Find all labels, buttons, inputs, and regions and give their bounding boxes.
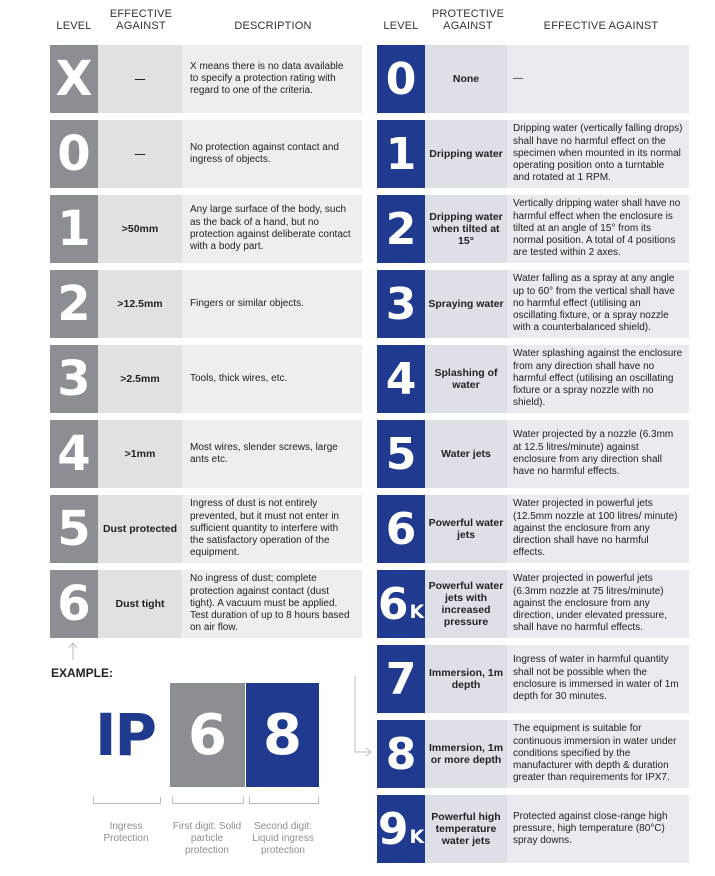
level-digit: 2 bbox=[57, 276, 91, 332]
effective-against-cell bbox=[507, 795, 689, 863]
description-cell bbox=[182, 420, 362, 488]
level-badge bbox=[50, 120, 98, 188]
level-badge bbox=[377, 345, 425, 413]
protective-against-text: Immersion, 1m or more depth bbox=[428, 742, 504, 766]
effective-against-cell bbox=[98, 345, 182, 413]
description-text: Tools, thick wires, etc. bbox=[190, 372, 288, 384]
effective-against-text: >12.5mm bbox=[117, 298, 163, 310]
level-digit: 0 bbox=[385, 53, 417, 105]
left-level-header: LEVEL bbox=[56, 20, 92, 32]
right-row-level-1 bbox=[377, 120, 689, 188]
right-row-level-7 bbox=[377, 645, 689, 713]
level-badge bbox=[377, 120, 425, 188]
effective-against-text: Dust tight bbox=[115, 598, 165, 610]
level-badge bbox=[50, 570, 98, 638]
right-row-level-5 bbox=[377, 420, 689, 488]
effective-against-text: >1mm bbox=[124, 448, 156, 460]
level-badge bbox=[377, 420, 425, 488]
right-row-level-6 bbox=[377, 495, 689, 563]
protective-against-text: None bbox=[452, 73, 480, 85]
protective-against-text: Water jets bbox=[441, 448, 491, 460]
protective-against-cell bbox=[425, 345, 507, 413]
protective-against-cell bbox=[425, 495, 507, 563]
effective-against-text: Water falling as a spray at any angle up to 60° from the vertical shall have no harmful effect (utilising an oscillating fixture, or a spray nozzle with a counterbalanced shield). bbox=[513, 273, 675, 334]
right-row-level-6k bbox=[377, 570, 689, 638]
effective-against-text: Dripping water (vertically falling drops) shall have no harmful effect on the specimen when mounted in its normal operating position onto a turntable and rotated at 1 RPM. bbox=[513, 123, 683, 184]
effective-against-cell bbox=[507, 195, 689, 263]
description-text: No ingress of dust; complete protection against contact (dust tight). A vacuum must be applied. Test duration of up to 8 hours based on air flow. bbox=[190, 573, 350, 634]
level-digit: 2 bbox=[385, 203, 417, 255]
effective-against-text: Water splashing against the enclosure from any direction shall have no harmful effect (utilising an oscillating fixture or a spray nozzle with no shield). bbox=[513, 348, 683, 409]
protective-against-cell bbox=[425, 570, 507, 638]
level-digit: 6 bbox=[385, 503, 417, 555]
effective-against-cell bbox=[98, 420, 182, 488]
level-badge bbox=[377, 270, 425, 338]
level-badge bbox=[50, 345, 98, 413]
effective-against-text: — bbox=[134, 148, 146, 160]
protective-against-cell bbox=[425, 120, 507, 188]
level-badge bbox=[377, 45, 425, 113]
right-protective-header: PROTECTIVE AGAINST bbox=[431, 8, 505, 32]
level-digit: 3 bbox=[57, 351, 91, 407]
description-text: Fingers or similar objects. bbox=[190, 297, 304, 309]
level-suffix: K bbox=[409, 826, 425, 848]
connector-arrow-head-2 bbox=[366, 748, 371, 756]
second-digit-box: 8 bbox=[246, 683, 319, 787]
protective-against-text: Dripping water bbox=[429, 148, 503, 160]
effective-against-cell bbox=[507, 720, 689, 788]
protective-against-cell bbox=[425, 270, 507, 338]
level-badge bbox=[50, 270, 98, 338]
connector-second-digit bbox=[355, 676, 370, 752]
effective-against-cell bbox=[507, 645, 689, 713]
left-row-level-3 bbox=[50, 345, 362, 413]
level-badge bbox=[50, 420, 98, 488]
level-digit: X bbox=[55, 51, 93, 107]
level-digit: 3 bbox=[385, 278, 417, 330]
level-digit: 6 bbox=[377, 578, 409, 630]
level-digit: 9 bbox=[377, 803, 409, 855]
protective-against-cell bbox=[425, 195, 507, 263]
right-row-level-0 bbox=[377, 45, 689, 113]
left-row-level-5 bbox=[50, 495, 362, 563]
description-cell bbox=[182, 45, 362, 113]
effective-against-text: Water projected in powerful jets (6.3mm nozzle at 75 litres/minute) against the enclosure from any direction, under elevated pressure, shall have no harmful effects. bbox=[513, 573, 667, 634]
effective-against-text: >50mm bbox=[121, 223, 159, 235]
description-text: Most wires, slender screws, large ants etc. bbox=[190, 441, 338, 465]
effective-against-cell bbox=[98, 195, 182, 263]
description-text: Any large surface of the body, such as the back of a hand, but no protection against deliberate contact with a body part. bbox=[190, 204, 351, 253]
level-digit: 7 bbox=[385, 653, 417, 705]
description-cell bbox=[182, 495, 362, 563]
description-text: X means there is no data available to specify a protection rating with regard to one of the criteria. bbox=[190, 60, 344, 97]
effective-against-cell bbox=[507, 495, 689, 563]
left-row-level-2 bbox=[50, 270, 362, 338]
right-row-level-9k bbox=[377, 795, 689, 863]
effective-against-cell bbox=[98, 120, 182, 188]
level-digit: 5 bbox=[57, 501, 91, 557]
effective-against-cell bbox=[507, 570, 689, 638]
effective-against-text: Water projected in powerful jets (12.5mm nozzle at 100 litres/ minute) against the enclosure from any direction shall have no harmful effects. bbox=[513, 498, 678, 559]
level-digit: 4 bbox=[57, 426, 91, 482]
effective-against-cell bbox=[507, 420, 689, 488]
description-cell bbox=[182, 120, 362, 188]
level-badge bbox=[377, 795, 425, 863]
description-text: No protection against contact and ingress of objects. bbox=[190, 141, 339, 165]
description-cell bbox=[182, 570, 362, 638]
level-badge bbox=[50, 495, 98, 563]
effective-against-text: — bbox=[513, 72, 523, 84]
bracket-digit1 bbox=[172, 797, 244, 804]
description-cell bbox=[182, 195, 362, 263]
ip-prefix: IP bbox=[94, 701, 156, 769]
bracket-prefix bbox=[93, 797, 161, 804]
effective-against-text: — bbox=[134, 73, 146, 85]
protective-against-text: Powerful water jets bbox=[428, 517, 504, 541]
effective-against-cell bbox=[98, 495, 182, 563]
connector-arrow-head-1 bbox=[69, 643, 77, 648]
right-row-level-2 bbox=[377, 195, 689, 263]
level-digit: 8 bbox=[385, 728, 417, 780]
left-row-level-0 bbox=[50, 120, 362, 188]
level-digit: 1 bbox=[385, 128, 417, 180]
effective-against-text: >2.5mm bbox=[120, 373, 160, 385]
protective-against-cell bbox=[425, 645, 507, 713]
protective-against-cell bbox=[425, 720, 507, 788]
caption-second-digit: Second digit: Liquid ingress protection bbox=[252, 821, 314, 856]
caption-first-digit: First digit: Solid particle protection bbox=[172, 821, 242, 856]
caption-ingress-protection: Ingress Protection bbox=[103, 821, 149, 844]
effective-against-cell bbox=[507, 270, 689, 338]
protective-against-text: Dripping water when tilted at 15° bbox=[429, 211, 503, 247]
example-label: EXAMPLE: bbox=[51, 666, 114, 680]
right-row-level-3 bbox=[377, 270, 689, 338]
level-digit: 0 bbox=[57, 126, 91, 182]
right-row-level-8 bbox=[377, 720, 689, 788]
level-badge bbox=[50, 45, 98, 113]
effective-against-text: Vertically dripping water shall have no harmful effect when the enclosure is tilted at an angle of 15° from its normal position. A total of 4 positions are tested within 2 axes. bbox=[513, 198, 681, 259]
description-cell bbox=[182, 345, 362, 413]
level-digit: 4 bbox=[385, 353, 417, 405]
level-digit: 5 bbox=[385, 428, 417, 480]
effective-against-text: Dust protected bbox=[102, 523, 178, 535]
protective-against-text: Powerful water jets with increased pressure bbox=[428, 580, 504, 628]
level-badge bbox=[50, 195, 98, 263]
left-row-level-4 bbox=[50, 420, 362, 488]
effective-against-cell bbox=[507, 120, 689, 188]
level-badge bbox=[377, 195, 425, 263]
level-digit: 6 bbox=[57, 576, 91, 632]
effective-against-text: Protected against close-range high pressure, high temperature (80°C) spray downs. bbox=[513, 810, 668, 847]
bracket-digit2 bbox=[249, 797, 319, 804]
protective-against-cell bbox=[425, 420, 507, 488]
left-effective-header: EFFECTIVE AGAINST bbox=[109, 8, 173, 32]
left-row-level-6 bbox=[50, 570, 362, 638]
description-text: Ingress of dust is not entirely prevented, but it must not enter in sufficient quantity to interfere with the satisfactory operation of the equipment. bbox=[190, 498, 339, 559]
level-badge bbox=[377, 495, 425, 563]
effective-against-cell bbox=[98, 45, 182, 113]
effective-against-text: Ingress of water in harmful quantity shall not be possible when the enclosure is immersed in water of 1m depth for 30 minutes. bbox=[513, 654, 679, 703]
protective-against-cell bbox=[425, 795, 507, 863]
level-badge bbox=[377, 645, 425, 713]
effective-against-cell bbox=[507, 345, 689, 413]
protective-against-text: Spraying water bbox=[428, 298, 504, 310]
left-row-level-1 bbox=[50, 195, 362, 263]
level-badge bbox=[377, 720, 425, 788]
protective-against-text: Splashing of water bbox=[434, 367, 498, 391]
protective-against-text: Immersion, 1m depth bbox=[428, 667, 504, 691]
right-row-level-4 bbox=[377, 345, 689, 413]
effective-against-cell bbox=[507, 45, 689, 113]
protective-against-text: Powerful high temperature water jets bbox=[431, 811, 501, 847]
left-row-level-x bbox=[50, 45, 362, 113]
level-suffix: K bbox=[409, 601, 425, 623]
description-cell bbox=[182, 270, 362, 338]
left-description-header: DESCRIPTION bbox=[234, 20, 312, 32]
effective-against-cell bbox=[98, 270, 182, 338]
effective-against-text: Water projected by a nozzle (6.3mm at 12.5 litres/minute) against enclosure from any direction shall have no harmful effects. bbox=[513, 429, 674, 478]
level-digit: 1 bbox=[57, 201, 91, 257]
level-badge bbox=[377, 570, 425, 638]
effective-against-cell bbox=[98, 570, 182, 638]
right-effective-header: EFFECTIVE AGAINST bbox=[543, 20, 659, 32]
right-level-header: LEVEL bbox=[383, 20, 419, 32]
first-digit-box: 6 bbox=[170, 683, 245, 787]
protective-against-cell bbox=[425, 45, 507, 113]
effective-against-text: The equipment is suitable for continuous immersion in water under conditions specified by the manufacturer with depth & duration greater than requirements for IPX7. bbox=[513, 723, 677, 784]
